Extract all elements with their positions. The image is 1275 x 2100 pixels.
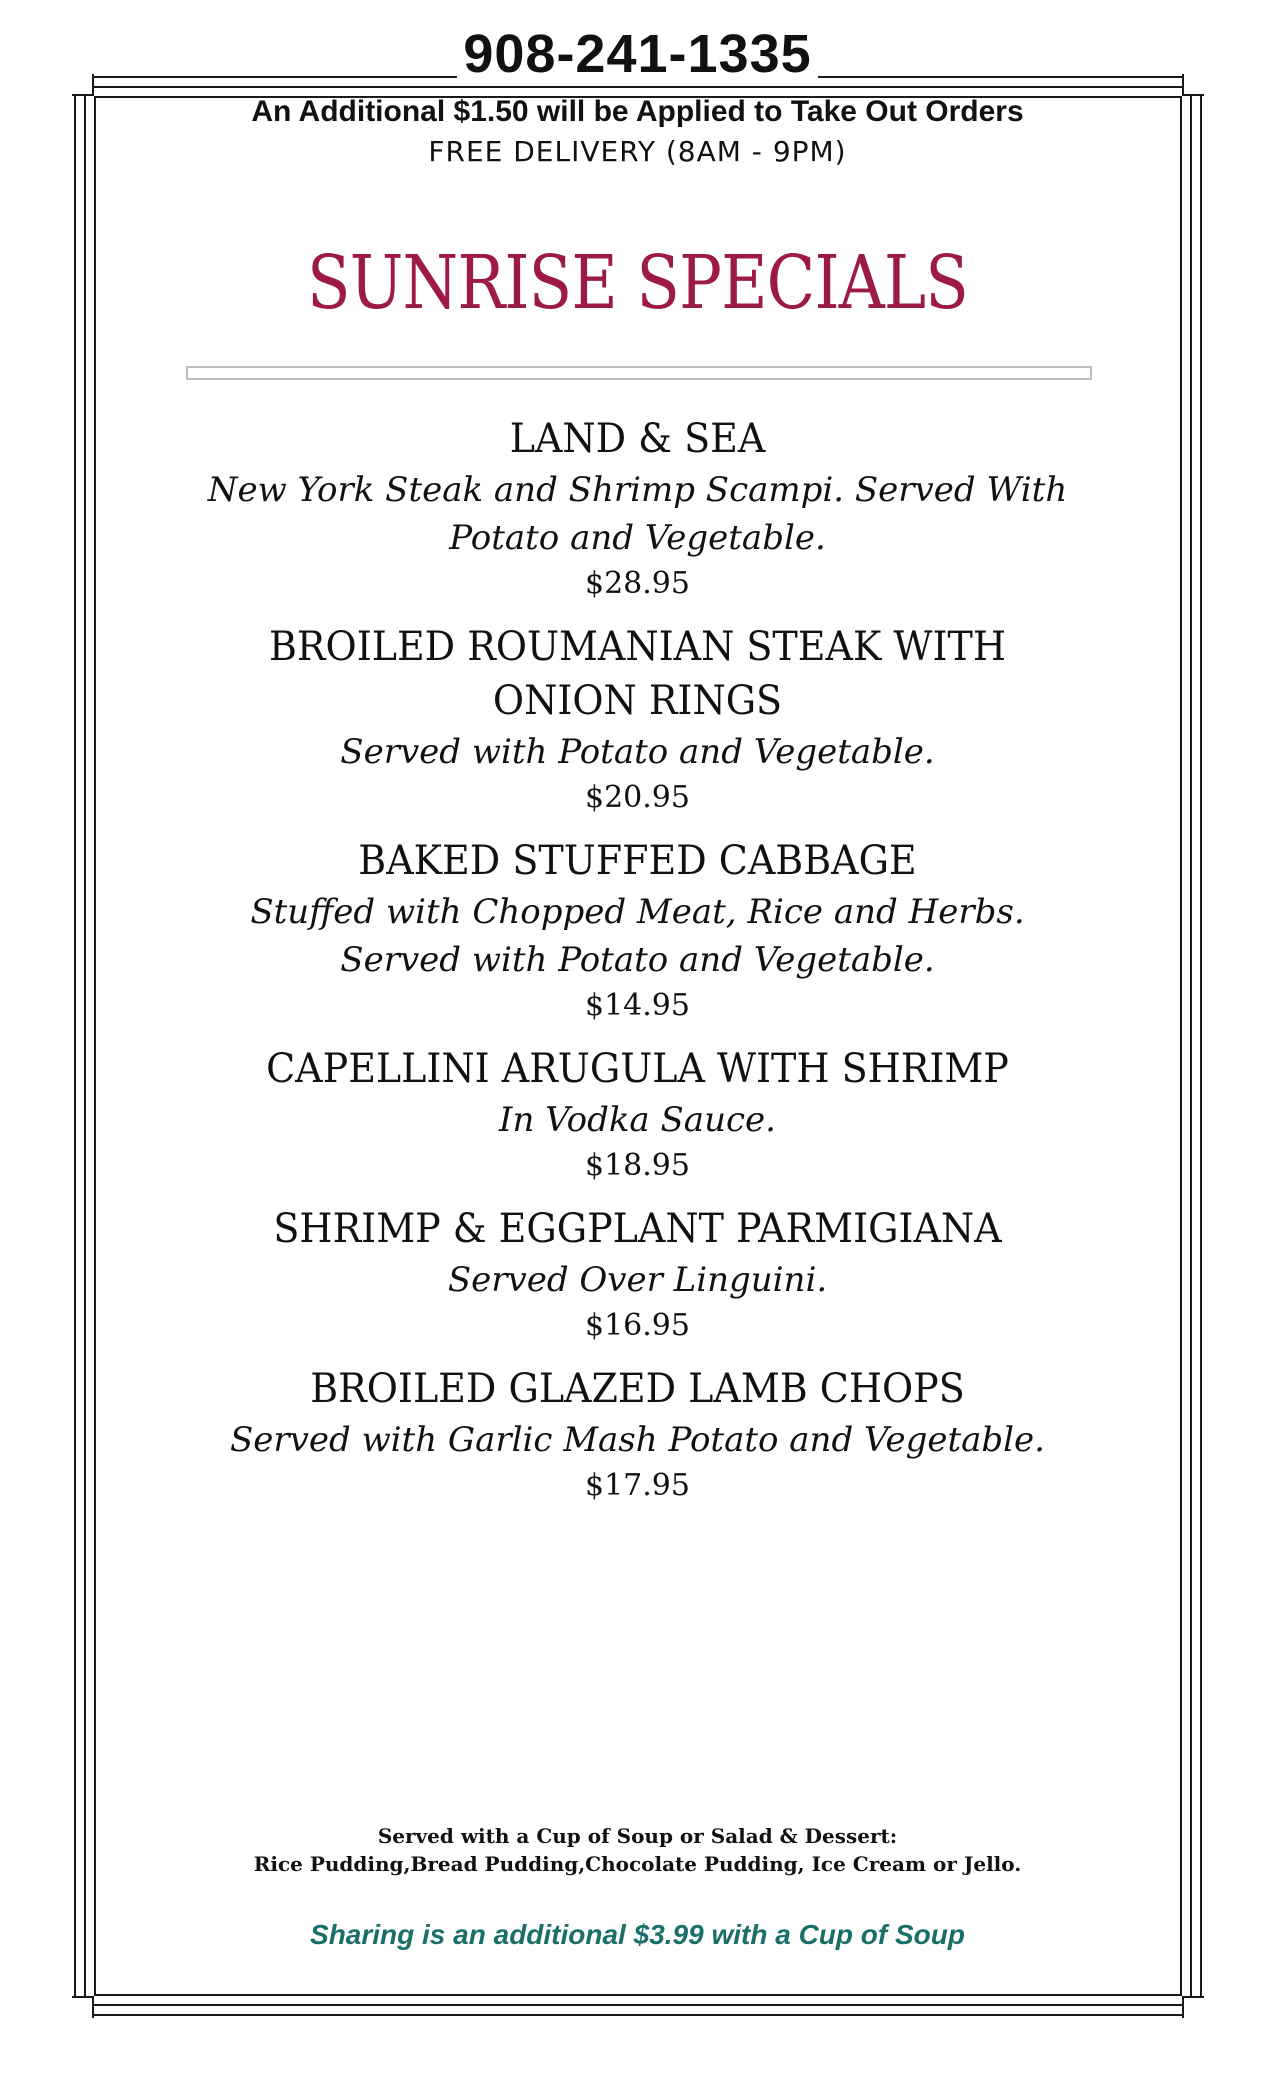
item-description: Served with Potato and Vegetable. (340, 732, 935, 772)
served-with-note (0, 1822, 1275, 1878)
served-with-line: Served with a Cup of Soup or Salad & Dessert: (377, 1824, 898, 1848)
item-name: BROILED ROUMANIAN STEAK WITH ONION RINGS (269, 624, 1006, 724)
item-price: $14.95 (585, 988, 690, 1023)
item-price: $17.95 (585, 1468, 690, 1503)
item-price: $16.95 (585, 1308, 690, 1343)
dessert-options-line: Rice Pudding,Bread Pudding,Chocolate Pudding, Ice Cream or Jello. (253, 1852, 1022, 1876)
border-corner-bottom-left (72, 1996, 94, 2018)
menu-item (190, 1042, 1085, 1188)
border-corner-bottom-right (1182, 1996, 1204, 2018)
item-name: LAND & SEA (509, 416, 766, 462)
takeout-note: An Additional $1.50 will be Applied to Take Out Orders (251, 95, 1024, 128)
item-price: $20.95 (585, 780, 690, 815)
menu-item (190, 834, 1085, 1028)
delivery-note: FREE DELIVERY (8AM - 9PM) (428, 135, 847, 168)
menu-item (190, 1202, 1085, 1348)
item-price: $18.95 (585, 1148, 690, 1183)
menu-item (190, 412, 1085, 606)
item-description: Served Over Linguini. (447, 1260, 828, 1300)
item-price: $28.95 (585, 566, 690, 601)
sharing-note: Sharing is an additional $3.99 with a Cup of Soup (310, 1919, 965, 1950)
menu-item (190, 620, 1085, 820)
item-name: BAKED STUFFED CABBAGE (358, 838, 917, 884)
item-name: BROILED GLAZED LAMB CHOPS (310, 1366, 965, 1412)
phone-number (0, 24, 1275, 84)
item-description: In Vodka Sauce. (499, 1100, 776, 1140)
phone-number-text: 908-241-1335 (457, 24, 817, 84)
menu-title: SUNRISE SPECIALS (306, 240, 969, 326)
item-name: CAPELLINI ARUGULA WITH SHRIMP (266, 1046, 1009, 1092)
item-description: Served with Garlic Mash Potato and Vegetable. (230, 1420, 1045, 1460)
item-description: New York Steak and Shrimp Scampi. Served With Potato and Vegetable. (207, 470, 1068, 558)
item-description: Stuffed with Chopped Meat, Rice and Herbs. Served with Potato and Vegetable. (250, 892, 1025, 980)
title-divider (186, 366, 1092, 380)
item-name: SHRIMP & EGGPLANT PARMIGIANA (273, 1206, 1002, 1252)
menu-item (190, 1362, 1085, 1508)
specials-list (190, 412, 1085, 1508)
